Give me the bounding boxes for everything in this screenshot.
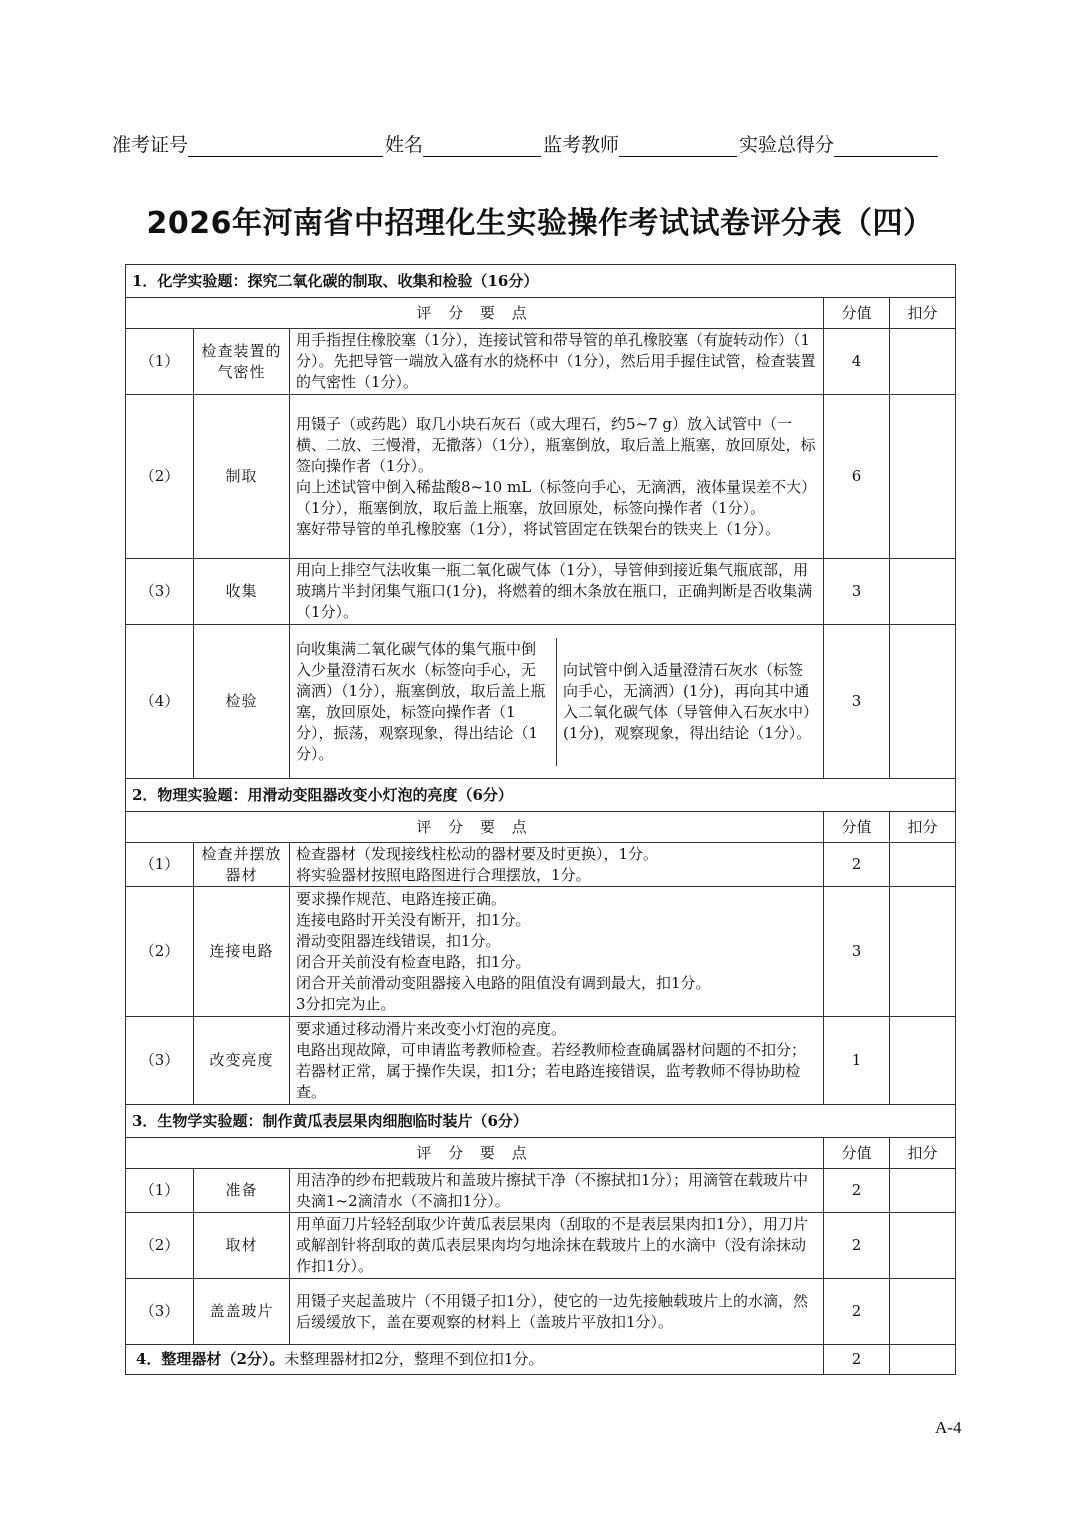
row-number: （1） <box>126 843 194 887</box>
table-row <box>126 887 956 1017</box>
row-item: 连接电路 <box>194 887 290 1017</box>
points-header: 评 分 要 点 <box>126 812 824 843</box>
description-line: 检查器材（发现接线柱松动的器材要及时更换），1分。 <box>296 844 659 863</box>
row-description <box>290 625 824 779</box>
deduct-header: 扣分 <box>890 298 956 329</box>
deduct-cell[interactable] <box>890 1345 956 1375</box>
row-number: （3） <box>126 559 194 625</box>
description-line: 闭合开关前滑动变阻器接入电路的阻值没有调到最大，扣1分。 <box>296 973 711 992</box>
section-title-chemistry: 1．化学实验题：探究二氧化碳的制取、收集和检验（16分） <box>126 265 956 298</box>
description-line: 用手指捏住橡胶塞（1分），连接试管和带导管的单孔橡胶塞（有旋转动作）（1分）。先把导管一端放入盛有水的烧杯中（1分），然后用手握住试管，检查装置的气密性（1分）。 <box>296 331 816 391</box>
row-score: 1 <box>824 1017 890 1105</box>
method-gas-jar: 向收集满二氧化碳气体的集气瓶中倒入少量澄清石灰水（标签向手心，无滴洒）（1分），瓶塞倒放，取后盖上瓶塞，放回原处，标签向操作者（1分），振荡，观察现象，得出结论（1分）。 <box>290 638 557 766</box>
deduct-cell[interactable] <box>890 1017 956 1105</box>
row-item: 盖盖玻片 <box>194 1279 290 1345</box>
row-score: 3 <box>824 887 890 1017</box>
total-score-field[interactable] <box>834 134 938 157</box>
table-row <box>126 1017 956 1105</box>
row-description <box>290 559 824 625</box>
row-number: （2） <box>126 887 194 1017</box>
alternative-methods <box>290 638 823 766</box>
table-row <box>126 1169 956 1213</box>
proctor-label: 监考教师 <box>543 134 620 156</box>
description-line: 连接电路时开关没有断开，扣1分。 <box>296 910 531 929</box>
cleanup-criteria: 未整理器材扣2分，整理不到位扣1分。 <box>284 1350 544 1368</box>
description-line: 滑动变阻器连线错误，扣1分。 <box>296 931 501 950</box>
deduct-cell[interactable] <box>890 887 956 1017</box>
deduct-cell[interactable] <box>890 1169 956 1213</box>
row-description <box>290 843 824 887</box>
description-line: 闭合开关前没有检查电路，扣1分。 <box>296 952 531 971</box>
row-score: 3 <box>824 625 890 779</box>
method-test-tube: 向试管中倒入适量澄清石灰水（标签向手心，无滴洒）(1分)，再向其中通入二氧化碳气体（导管伸入石灰水中）(1分)，观察现象，得出结论（1分）。 <box>563 660 812 742</box>
description-line: 用镊子（或药匙）取几小块石灰石（或大理石，约5~7 g）放入试管中（一横、二放、三慢滑，无撒落）（1分），瓶塞倒放，取后盖上瓶塞，放回原处，标签向操作者（1分）。 <box>296 414 816 475</box>
row-item: 取材 <box>194 1213 290 1279</box>
row-item: 制取 <box>194 395 290 559</box>
description-line: 将实验器材按照电路图进行合理摆放，1分。 <box>296 865 591 884</box>
deduct-cell[interactable] <box>890 625 956 779</box>
deduct-cell[interactable] <box>890 1279 956 1345</box>
row-item: 改变亮度 <box>194 1017 290 1105</box>
row-score: 2 <box>824 1213 890 1279</box>
row-number: （3） <box>126 1279 194 1345</box>
row-description <box>290 1017 824 1105</box>
row-item: 检验 <box>194 625 290 779</box>
points-header: 评 分 要 点 <box>126 1138 824 1169</box>
table-row <box>126 843 956 887</box>
scoring-table <box>125 264 956 1375</box>
exam-id-field[interactable] <box>188 134 383 157</box>
name-label: 姓名 <box>385 134 424 156</box>
row-score: 2 <box>824 1169 890 1213</box>
deduct-cell[interactable] <box>890 843 956 887</box>
description-line: 3分扣完为止。 <box>296 994 396 1013</box>
description-line: 用洁净的纱布把载玻片和盖玻片擦拭干净（不擦拭扣1分）；用滴管在载玻片中央滴1~2滴清水（不滴扣1分）。 <box>296 1170 809 1210</box>
table-row <box>126 329 956 395</box>
section-title-cleanup: 4．整理器材（2分）。 <box>136 1350 285 1368</box>
description-line: 用单面刀片轻轻刮取少许黄瓜表层果肉（刮取的不是表层果肉扣1分），用刀片或解剖针将刮取的黄瓜表层果肉均匀地涂抹在载玻片上的水滴中（没有涂抹动作扣1分）。 <box>296 1215 809 1275</box>
row-description <box>290 329 824 395</box>
row-description <box>290 395 824 559</box>
row-description <box>290 1279 824 1345</box>
row-score: 6 <box>824 395 890 559</box>
row-item: 收集 <box>194 559 290 625</box>
section-header-row <box>126 265 956 298</box>
exam-id-label: 准考证号 <box>112 134 189 156</box>
row-score: 4 <box>824 329 890 395</box>
section-title-physics: 2．物理实验题：用滑动变阻器改变小灯泡的亮度（6分） <box>126 779 956 812</box>
table-row <box>126 1345 956 1375</box>
total-score-label: 实验总得分 <box>739 134 835 156</box>
row-number: （1） <box>126 329 194 395</box>
row-description <box>290 1213 824 1279</box>
deduct-header: 扣分 <box>890 1138 956 1169</box>
column-header-row <box>126 1138 956 1169</box>
row-number: （3） <box>126 1017 194 1105</box>
row-item: 检查并摆放器材 <box>194 843 290 887</box>
description-line: 要求操作规范、电路连接正确。 <box>296 889 507 908</box>
section-header-row <box>126 779 956 812</box>
row-score: 3 <box>824 559 890 625</box>
description-line: 塞好带导管的单孔橡胶塞（1分），将试管固定在铁架台的铁夹上（1分）。 <box>296 519 781 538</box>
row-number: （1） <box>126 1169 194 1213</box>
row-item: 准备 <box>194 1169 290 1213</box>
deduct-header: 扣分 <box>890 812 956 843</box>
table-row <box>126 1279 956 1345</box>
row-description <box>290 887 824 1017</box>
row-score: 2 <box>824 1345 890 1375</box>
score-header: 分值 <box>824 1138 890 1169</box>
description-line: 用镊子夹起盖玻片（不用镊子扣1分），使它的一边先接触载玻片上的水滴，然后缓缓放下，盖在要观察的材料上（盖玻片平放扣1分）。 <box>296 1291 809 1331</box>
row-score: 2 <box>824 843 890 887</box>
description-line: 电路出现故障，可申请监考教师检查。若经教师检查确属器材问题的不扣分；若器材正常，属于操作失误，扣1分；若电路连接错误，监考教师不得协助检查。 <box>296 1040 807 1101</box>
row-item: 检查装置的气密性 <box>194 329 290 395</box>
description-line: 向上述试管中倒入稀盐酸8~10 mL（标签向手心，无滴洒，液体量误差不大）（1分），瓶塞倒放，取后盖上瓶塞，放回原处，标签向操作者（1分）。 <box>296 477 817 517</box>
column-header-row <box>126 298 956 329</box>
row-number: （2） <box>126 395 194 559</box>
score-header: 分值 <box>824 298 890 329</box>
points-header: 评 分 要 点 <box>126 298 824 329</box>
deduct-cell[interactable] <box>890 559 956 625</box>
page-title: 2026年河南省中招理化生实验操作考试试卷评分表（四） <box>146 206 934 241</box>
table-row <box>126 1213 956 1279</box>
deduct-cell[interactable] <box>890 1213 956 1279</box>
deduct-cell[interactable] <box>890 395 956 559</box>
row-description <box>290 1169 824 1213</box>
name-field[interactable] <box>423 134 541 157</box>
section-header-row <box>126 1105 956 1138</box>
column-header-row <box>126 812 956 843</box>
deduct-cell[interactable] <box>890 329 956 395</box>
row-score: 2 <box>824 1279 890 1345</box>
section-cleanup <box>126 1345 824 1375</box>
score-header: 分值 <box>824 812 890 843</box>
description-line: 要求通过移动滑片来改变小灯泡的亮度。 <box>296 1019 567 1038</box>
description-line: 用向上排空气法收集一瓶二氧化碳气体（1分），导管伸到接近集气瓶底部，用玻璃片半封闭集气瓶口(1分)，将燃着的细木条放在瓶口，正确判断是否收集满（1分）。 <box>296 561 813 621</box>
section-title-biology: 3．生物学实验题：制作黄瓜表层果肉细胞临时装片（6分） <box>126 1105 956 1138</box>
row-number: （2） <box>126 1213 194 1279</box>
table-row <box>126 559 956 625</box>
candidate-info-line <box>112 130 982 157</box>
row-number: （4） <box>126 625 194 779</box>
table-row <box>126 395 956 559</box>
page-number: A-4 <box>935 1418 962 1437</box>
table-row <box>126 625 956 779</box>
proctor-field[interactable] <box>619 134 737 157</box>
